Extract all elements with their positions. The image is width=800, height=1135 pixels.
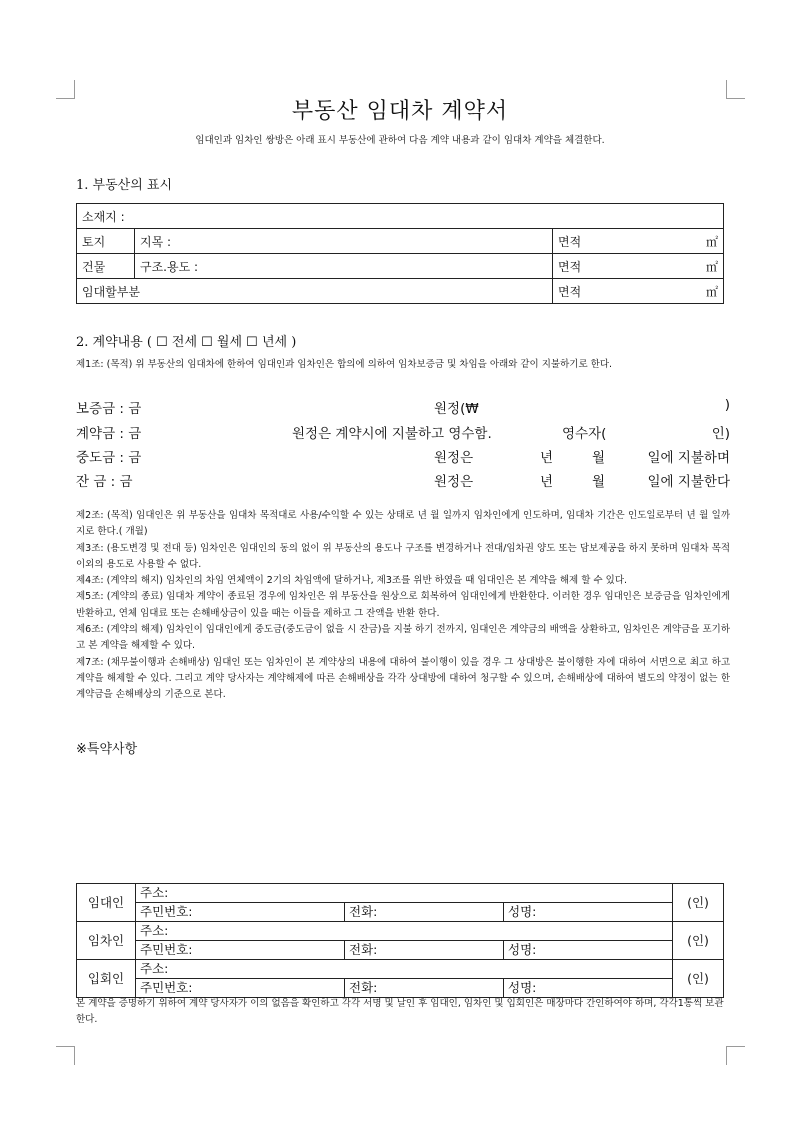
land-category-cell[interactable]: 지목 : bbox=[135, 229, 553, 254]
balance-text: 원정은 bbox=[434, 474, 474, 490]
building-area-cell[interactable] bbox=[553, 254, 724, 279]
receiver-label: 영수자( bbox=[562, 426, 607, 442]
table-row bbox=[77, 204, 724, 229]
witness-seal[interactable]: (인) bbox=[673, 960, 724, 998]
witness-name[interactable]: 성명: bbox=[504, 979, 673, 998]
table-row bbox=[77, 979, 724, 998]
property-table bbox=[76, 203, 724, 304]
signature-table bbox=[76, 883, 724, 998]
building-structure-cell[interactable]: 구조.용도 : bbox=[135, 254, 553, 279]
table-row bbox=[77, 279, 724, 304]
receiver-end: 인) bbox=[711, 426, 730, 442]
middle-month: 월 bbox=[592, 450, 606, 466]
balance-line bbox=[76, 470, 730, 492]
article-6: 제6조: (계약의 해제) 임차인이 임대인에게 중도금(중도금이 없을 시 잔금)을 지불 하기 전까지, 임대인은 계약금의 배액을 상환하고, 임차인은 계약금을 포기하고 본 계약을 해제할 수 있다. bbox=[76, 624, 730, 652]
down-payment-line bbox=[76, 422, 730, 444]
table-row bbox=[77, 941, 724, 960]
middle-payment-label: 중도금 : 금 bbox=[76, 450, 142, 466]
witness-role: 입회인 bbox=[77, 960, 136, 998]
tenant-address[interactable]: 주소: bbox=[136, 922, 673, 941]
article-4: 제4조: (계약의 해지) 임차인의 차임 연체액이 2기의 차임액에 달하거나, 제3조를 위반 하였을 때 임대인은 본 계약을 해제 할 수 있다. bbox=[76, 575, 628, 587]
table-row bbox=[77, 254, 724, 279]
balance-end: 일에 지불한다 bbox=[647, 474, 730, 490]
table-row bbox=[77, 229, 724, 254]
landlord-seal[interactable]: (인) bbox=[673, 884, 724, 922]
article-2: 제2조: (목적) 임대인은 위 부동산을 임대차 목적대로 사용/수익할 수 있는 상태로 년 월 일까지 임차인에게 인도하며, 임대차 기간은 인도일로부터 년 월 일까지로 한다.( 개월) bbox=[76, 510, 730, 538]
tenant-phone[interactable]: 전화: bbox=[345, 941, 504, 960]
area-unit: ㎡ bbox=[705, 284, 718, 299]
table-row bbox=[77, 884, 724, 903]
table-row bbox=[77, 903, 724, 922]
landlord-address[interactable]: 주소: bbox=[136, 884, 673, 903]
tenant-seal[interactable]: (인) bbox=[673, 922, 724, 960]
leased-part-cell[interactable]: 임대할부분 bbox=[77, 279, 553, 304]
leased-area-cell[interactable] bbox=[553, 279, 724, 304]
article-7: 제7조: (채무불이행과 손해배상) 임대인 또는 임차인이 본 계약상의 내용에 대하여 불이행이 있을 경우 그 상대방은 불이행한 자에 대하여 서면으로 최고 하고 계약을 해제할 수 있다. 그리고 계약 당사자는 계약해제에 따른 손해배상을 각각 상대방에 대하여 청구할 수 있으며, 손해배상에 대하여 별도의 약정이 없는 한 계약금을 손해배상의 기준으로 본다. bbox=[76, 656, 730, 701]
document-subtitle: 임대인과 임차인 쌍방은 아래 표시 부동산에 관하여 다음 계약 내용과 같이 임대차 계약을 체결한다. bbox=[195, 135, 605, 146]
balance-label: 잔 금 : 금 bbox=[76, 474, 133, 490]
location-cell[interactable]: 소재지 : bbox=[77, 204, 724, 229]
section1-heading: 1. 부동산의 표시 bbox=[76, 178, 173, 193]
article-1: 제1조: (목적) 위 부동산의 임대차에 한하여 임대인과 임차인은 합의에 의하여 임차보증금 및 차임을 아래와 같이 지불하기로 한다. bbox=[76, 359, 613, 370]
crop-mark-bottom-left bbox=[56, 1046, 75, 1065]
area-unit: ㎡ bbox=[705, 234, 718, 249]
section2-heading: 2. 계약내용 ( ☐ 전세 ☐ 월세 ☐ 년세 ) bbox=[76, 335, 297, 350]
area-label: 면적 bbox=[558, 259, 582, 274]
tenant-role: 임차인 bbox=[77, 922, 136, 960]
witness-address[interactable]: 주소: bbox=[136, 960, 673, 979]
article-3: 제3조: (용도변경 및 전대 등) 임차인은 임대인의 동의 없이 위 부동산의 용도나 구조를 변경하거나 전대/임차권 양도 또는 담보제공을 하지 못하며 임대차 목적 이외의 용도로 사용할 수 없다. bbox=[76, 542, 730, 570]
balance-year: 년 bbox=[540, 474, 554, 490]
articles-block bbox=[76, 508, 730, 704]
document-title: 부동산 임대차 계약서 bbox=[291, 99, 509, 124]
middle-year: 년 bbox=[540, 450, 554, 466]
balance-month: 월 bbox=[592, 474, 606, 490]
deposit-line bbox=[76, 397, 730, 419]
landlord-phone[interactable]: 전화: bbox=[345, 903, 504, 922]
down-payment-text: 원정은 계약시에 지불하고 영수함. bbox=[292, 426, 492, 442]
crop-mark-bottom-right bbox=[726, 1046, 745, 1065]
landlord-id[interactable]: 주민번호: bbox=[136, 903, 345, 922]
witness-phone[interactable]: 전화: bbox=[345, 979, 504, 998]
tenant-name[interactable]: 성명: bbox=[504, 941, 673, 960]
middle-end: 일에 지불하며 bbox=[647, 450, 730, 466]
land-label: 토지 bbox=[77, 229, 135, 254]
deposit-label: 보증금 : 금 bbox=[76, 401, 142, 417]
deposit-end: ) bbox=[724, 397, 730, 413]
footer-note: 본 계약을 증명하기 위하여 계약 당사자가 이의 없음을 확인하고 각각 서명 및 날인 후 임대인, 임차인 및 입회인은 매장마다 간인하여야 하며, 각각1통씩 보관한다. bbox=[76, 998, 724, 1025]
building-label: 건물 bbox=[77, 254, 135, 279]
tenant-id[interactable]: 주민번호: bbox=[136, 941, 345, 960]
area-label: 면적 bbox=[558, 234, 582, 249]
deposit-amount-text: 원정(₩ bbox=[434, 401, 479, 417]
landlord-role: 임대인 bbox=[77, 884, 136, 922]
table-row bbox=[77, 960, 724, 979]
down-payment-label: 계약금 : 금 bbox=[76, 426, 142, 442]
area-label: 면적 bbox=[558, 284, 582, 299]
land-area-cell[interactable] bbox=[553, 229, 724, 254]
middle-payment-text: 원정은 bbox=[434, 450, 474, 466]
landlord-name[interactable]: 성명: bbox=[504, 903, 673, 922]
table-row bbox=[77, 922, 724, 941]
special-terms-heading: ※특약사항 bbox=[76, 742, 138, 757]
area-unit: ㎡ bbox=[705, 259, 718, 274]
witness-id[interactable]: 주민번호: bbox=[136, 979, 345, 998]
middle-payment-line bbox=[76, 446, 730, 468]
article-5: 제5조: (계약의 종료) 임대차 계약이 종료된 경우에 임차인은 위 부동산을 원상으로 회복하여 임대인에게 반환한다. 이러한 경우 임대인은 보증금을 임차인에게 반환하고, 연체 임대료 또는 손해배상금이 있을 때는 이들을 제하고 그 잔액을 반환 한다. bbox=[76, 591, 730, 619]
